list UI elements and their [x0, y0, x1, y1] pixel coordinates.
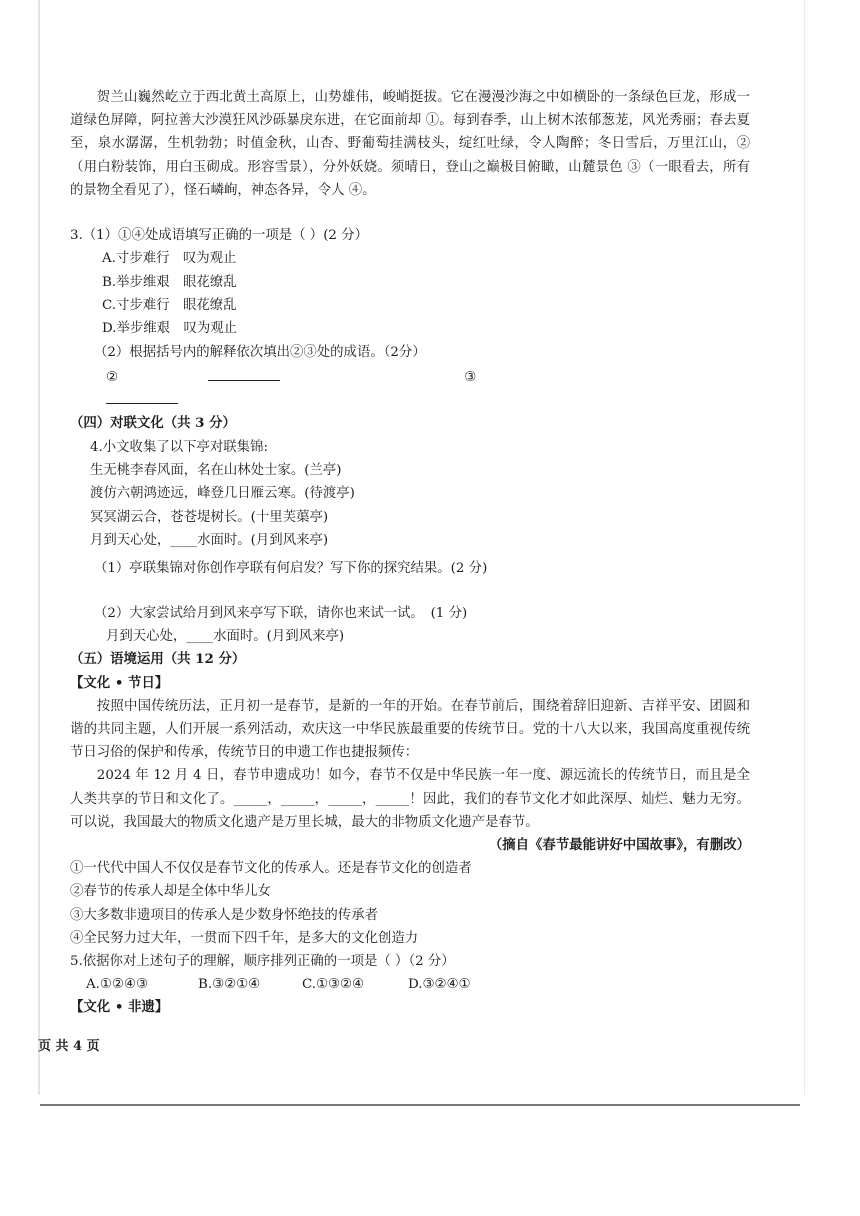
question-4-answer-line[interactable]: 月到天心处，____水面时。(月到风来亭)	[106, 629, 345, 645]
couplet-3: 冥冥湖云合，苍苍堤树长。(十里芙蕖亭)	[90, 509, 329, 525]
reading-passage: 贺兰山巍然屹立于西北黄土高原上，山势雄伟，峻峭挺拔。它在漫漫沙海之中如横卧的一条绿色巨龙，形成一道绿色屏障，阿拉善大沙漠狂风沙砾暴戾东进，在它面前却 ①。每到春季，山上树木浓郁葱茏，风光秀丽；春去夏至，泉水潺潺，生机勃勃；时值金秋，山杏、野葡萄挂满枝头，绽红吐绿，令人陶醉；冬日雪后，万里江山，②（用白粉装饰，用白玉砌成。形容雪景），分外妖娆。须晴日，登山之巅极目俯瞰，山麓景色 ③（一眼看去，所有的景物全看见了），怪石嶙峋，神态各异，令人 ④。	[70, 90, 750, 198]
question-3-sub2: （2）根据括号内的解释依次填出②③处的成语。（2分）	[94, 344, 426, 360]
scan-edge-left	[38, 0, 40, 1095]
couplet-4: 月到天心处，____水面时。(月到风来亭)	[90, 533, 329, 549]
sentence-3: ③大多数非遗项目的传承人是少数身怀绝技的传承者	[70, 907, 378, 923]
festival-paragraph-1: 按照中国传统历法，正月初一是春节，是新的一年的开始。在春节前后，围绕着辞旧迎新、吉祥平安、团圆和谐的共同主题，人们开展一系列活动，欢庆这一中华民族最重要的传统节日。党的十八大以来，我国高度重视传统节日习俗的保护和传承，传统节日的申遗工作也捷报频传：	[70, 698, 750, 761]
sentence-1: ①一代代中国人不仅仅是春节文化的传承人。还是春节文化的创造者	[70, 861, 472, 877]
answer-blanks	[70, 366, 750, 412]
question-5-options	[70, 973, 750, 996]
question-4-stem: 4.小文收集了以下亭对联集锦:	[90, 439, 268, 455]
section-5-heading: （五）语境运用（共 12 分）	[70, 651, 246, 668]
exam-page	[70, 86, 750, 1020]
couplet-2: 渡仿六朝鸿迹远，峰登几日雁云寒。(待渡亭)	[90, 486, 355, 502]
question-5-stem: 5.依据你对上述句子的理解，顺序排列正确的一项是（ ）（2 分）	[70, 954, 455, 970]
q5-option-a[interactable]: A.①②④③	[86, 977, 148, 993]
option-d[interactable]: D.举步维艰 叹为观止	[102, 321, 238, 337]
question-4-sub1: （1）亭联集锦对你创作亭联有何启发？写下你的探究结果。(2 分)	[94, 560, 488, 576]
festival-paragraph-2: 2024 年 12 月 4 日，春节申遗成功！如今，春节不仅是中华民族一年一度、源远流长的传统节日，而且是全人类共享的节日和文化了。_____，_____，_____，_____！因此，我们的春节文化才如此深厚、灿烂、魅力无穷。可以说，我国最大的物质文化遗产是万里长城，最大的非物质文化遗产是春节。	[70, 768, 750, 830]
q5-option-b[interactable]: B.③②①④	[198, 977, 261, 993]
option-a[interactable]: A.寸步难行 叹为观止	[102, 251, 237, 267]
sentence-4: ④全民努力过大年，一贯而下四千年，是多大的文化创造力	[70, 930, 419, 946]
page-footer: 页 共 4 页	[38, 1039, 100, 1054]
article-source: （摘自《春节最能讲好中国故事》，有删改）	[488, 837, 750, 854]
q5-option-c[interactable]: C.①③②④	[302, 977, 365, 993]
option-b[interactable]: B.举步维艰 眼花缭乱	[102, 274, 237, 290]
blank-2[interactable]	[106, 370, 370, 385]
tag-culture-heritage: 【文化 • 非遗】	[70, 999, 169, 1016]
page-divider	[40, 1104, 800, 1106]
q5-option-d[interactable]: D.③②④①	[408, 977, 471, 993]
tag-culture-festival: 【文化 • 节日】	[70, 674, 169, 691]
couplet-1: 生无桃李春风面，名在山林处士家。(兰亭)	[90, 462, 342, 478]
sentence-list	[70, 857, 750, 950]
blank-2-label: ②	[106, 369, 119, 385]
option-c[interactable]: C.寸步难行 眼花缭乱	[102, 298, 237, 313]
question-3-stem: 3.（1）①④处成语填写正确的一项是（ ）(2 分）	[70, 228, 368, 244]
blank-3-line[interactable]	[106, 389, 178, 404]
question-4-sub2: （2）大家尝试给月到风来亭写下联，请你也来试一试。 (1 分)	[94, 606, 468, 621]
blank-2-line[interactable]	[208, 366, 280, 381]
blank-3-label: ③	[464, 369, 477, 385]
scan-edge-right	[804, 0, 805, 1095]
couplet-list	[70, 459, 750, 553]
section-4-heading: （四）对联文化（共 3 分）	[70, 415, 236, 432]
question-3-options	[70, 247, 750, 341]
sentence-2: ②春节的传承人却是全体中华儿女	[70, 884, 271, 900]
